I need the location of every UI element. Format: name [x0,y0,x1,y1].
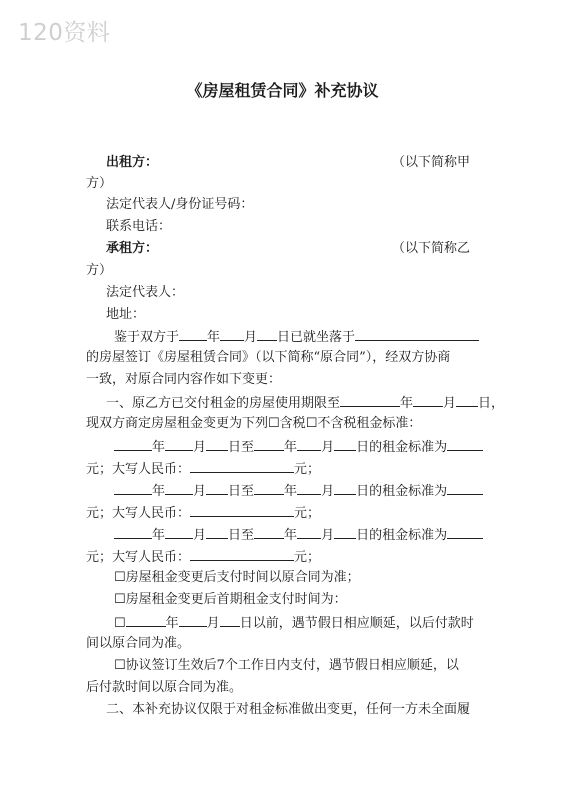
lessor-label: 出租方： [106,155,159,170]
day-label: 日至 [228,528,255,543]
unit-label: 元； [294,462,321,477]
clause1-line2 [86,415,421,433]
lessor-phone-label: 联系电话： [106,219,172,234]
year-blank [179,327,207,341]
month-label: 月 [321,440,335,455]
rate-label: 日的租金标准为 [356,484,448,499]
intro-text: 鉴于双方于 [114,330,180,345]
unit-label: 元； [294,506,321,521]
checkbox-payment-original[interactable]: ☐ [114,570,126,585]
year-label: 年 [284,528,298,543]
checkbox-pay-within-7-days[interactable]: ☐ [114,658,126,673]
year-label: 年 [400,396,414,411]
month-label: 月 [193,484,207,499]
year-label: 年 [152,528,166,543]
rate-row-1 [114,437,483,457]
lessee-alias: （以下简称乙 [392,241,471,256]
day-label: 日已就坐落于 [277,330,356,345]
intro-line1 [114,327,479,347]
amount-blank [190,503,294,517]
payment-option-4-cont: 后付款时间以原合同为准。 [86,680,243,695]
location-blank [355,327,479,341]
rate-label: 日的租金标准为 [356,528,448,543]
year-label: 年 [152,484,166,499]
unit-label: 元； [294,550,321,565]
option-label: 日以前，遇节假日相应顺延，以后付款时 [239,616,474,631]
day-blank [456,393,478,407]
lessee-address-label: 地址： [106,307,146,322]
amount-label: 元；大写人民币： [86,462,191,477]
payment-option-2 [114,591,347,609]
payment-option-1 [114,569,360,587]
month-label: 月 [193,440,207,455]
lessee-label: 承租方： [106,241,159,256]
intro-line2: 的房屋签订《房屋租赁合同》（以下简称“原合同”），经双方协商 [86,350,451,365]
checkbox-first-payment[interactable]: ☐ [114,592,126,607]
year-label: 年 [165,616,179,631]
rate-row-3-amount [86,547,320,567]
tax-excluded-label: 不含税租金标准： [317,416,422,431]
clause1-text: 一、原乙方已交付租金的房屋使用期限至 [106,396,341,411]
day-blank [257,327,277,341]
rate-row-2-amount [86,503,320,523]
checkbox-pay-before-date[interactable]: ☐ [114,616,126,631]
lessee-alias-cont: 方） [86,263,113,278]
option-label: 房屋租金变更后支付时间以原合同为准； [125,570,360,585]
option-label: 房屋租金变更后首期租金支付时间为： [125,592,347,607]
rate-row-1-amount [86,459,320,479]
clause1-line1 [106,393,504,413]
rate-row-2 [114,481,483,501]
day-label: 日至 [228,484,255,499]
tax-included-label: 含税 [279,416,306,431]
option-label: 协议签订生效后7个工作日内支付，遇节假日相应顺延，以 [125,658,459,673]
rate-label: 日的租金标准为 [356,440,448,455]
payment-option-3 [114,613,474,633]
amount-blank [190,459,294,473]
lessor-rep-id-label: 法定代表人/身份证号码： [106,197,254,212]
rate-row-3 [114,525,483,545]
clause2-line1: 二、本补充协议仅限于对租金标准做出变更，任何一方未全面履 [106,702,471,717]
month-label: 月 [321,484,335,499]
lessor-alias: （以下简称甲 [392,155,471,170]
lessee-rep-label: 法定代表人： [106,285,185,300]
year-label: 年 [284,440,298,455]
year-blank [340,393,400,407]
payment-option-4 [114,657,459,675]
month-label: 月 [206,616,220,631]
month-blank [220,327,244,341]
intro-line3: 一致，对原合同内容作如下变更： [86,372,282,387]
month-label: 月 [193,528,207,543]
checkbox-tax-included[interactable]: ☐ [268,416,280,431]
payment-option-3-cont: 间以原合同为准。 [86,636,191,651]
amount-blank [190,547,294,561]
month-label: 月 [244,330,258,345]
lessor-alias-cont: 方） [86,176,113,191]
month-label: 月 [443,396,457,411]
watermark: 120资料 [18,20,111,46]
month-label: 月 [321,528,335,543]
rate-change-text: 现双方商定房屋租金变更为下列 [86,416,269,431]
year-label: 年 [207,330,221,345]
document-title: 《房屋租赁合同》补充协议 [186,81,379,100]
year-label: 年 [152,440,166,455]
month-blank [413,393,443,407]
checkbox-tax-excluded[interactable]: ☐ [305,416,318,431]
year-label: 年 [284,484,298,499]
amount-label: 元；大写人民币： [86,550,191,565]
day-label: 日至 [228,440,255,455]
day-label: 日， [478,396,505,411]
amount-label: 元；大写人民币： [86,506,191,521]
